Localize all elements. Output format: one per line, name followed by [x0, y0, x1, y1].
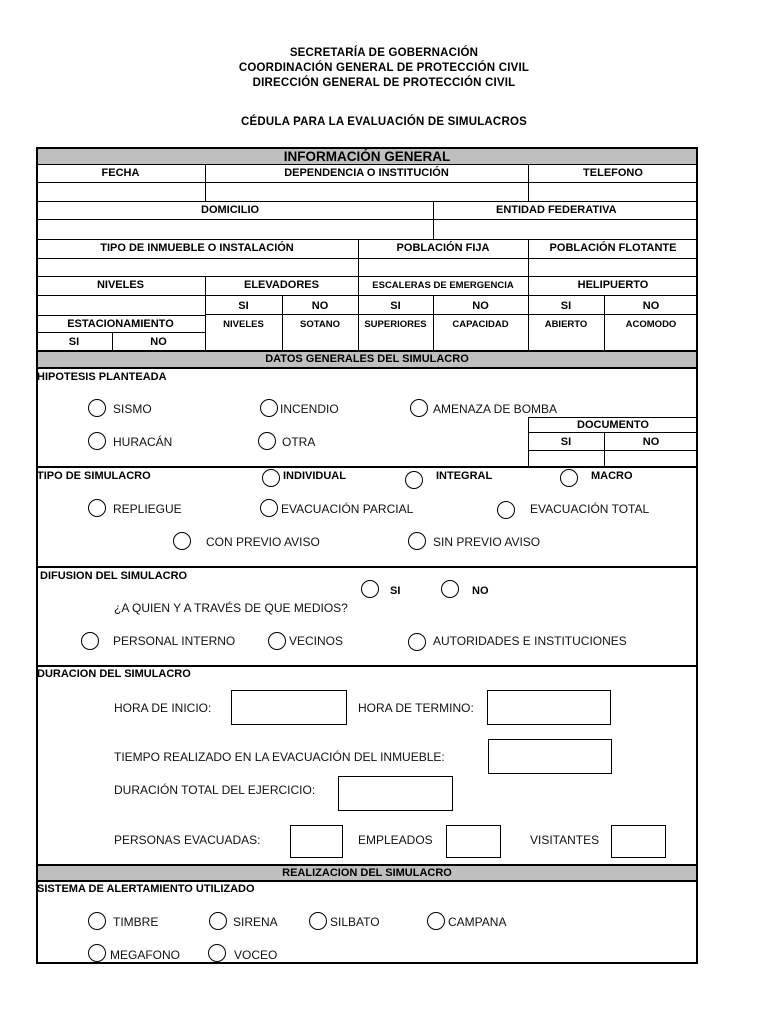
divider [36, 367, 698, 369]
divider [36, 665, 698, 667]
sismo-radio[interactable] [88, 399, 106, 417]
difusion-si-label: SI [390, 585, 401, 597]
sub-sotano: SOTANO [300, 319, 340, 330]
incendio-label: INCENDIO [280, 402, 339, 416]
vecinos-label: VECINOS [289, 634, 344, 648]
tiempo-input[interactable] [488, 739, 612, 774]
divider [36, 315, 205, 316]
divider [528, 417, 698, 418]
otra-label: OTRA [282, 435, 316, 449]
megafono-radio[interactable] [88, 944, 106, 962]
escaleras-label: ESCALERAS DE EMERGENCIA [372, 280, 514, 291]
quien-label: ¿A QUIEN Y A TRAVÉS DE QUE MEDIOS? [114, 601, 348, 615]
visitantes-input[interactable] [611, 825, 666, 858]
empleados-label: EMPLEADOS [358, 833, 433, 847]
elevadores-no: NO [311, 300, 329, 312]
individual-radio[interactable] [262, 469, 280, 487]
evac-parcial-label: EVACUACIÓN PARCIAL [281, 502, 414, 516]
sub-superiores: SUPERIORES [364, 319, 427, 330]
silbato-label: SILBATO [330, 915, 380, 929]
sistema-label: SISTEMA DE ALERTAMIENTO UTILIZADO [37, 883, 255, 895]
voceo-label: VOCEO [234, 948, 278, 962]
entidad-label: ENTIDAD FEDERATIVA [496, 204, 617, 216]
telefono-label: TELEFONO [583, 167, 643, 179]
silbato-radio[interactable] [309, 912, 327, 930]
integral-radio[interactable] [405, 471, 423, 489]
vecinos-radio[interactable] [268, 632, 286, 650]
repliegue-label: REPLIEGUE [113, 502, 182, 516]
sub-abierto: ABIERTO [544, 319, 588, 330]
difusion-label: DIFUSION DEL SIMULACRO [40, 570, 188, 582]
helipuerto-label: HELIPUERTO [577, 279, 649, 291]
divider [36, 350, 698, 352]
estacionamiento-label: ESTACIONAMIENTO [67, 318, 174, 330]
evac-parcial-radio[interactable] [260, 499, 278, 517]
divider [528, 432, 698, 433]
con-previo-radio[interactable] [173, 532, 191, 550]
hora-termino-label: HORA DE TERMINO: [358, 701, 474, 715]
integral-label: INTEGRAL [436, 470, 493, 482]
amenaza-label: AMENAZA DE BOMBA [433, 402, 558, 416]
duracion-label: DURACION DEL SIMULACRO [37, 668, 191, 680]
divider [36, 864, 698, 866]
divider [36, 239, 698, 240]
elevadores-label: ELEVADORES [244, 279, 319, 291]
personal-label: PERSONAL INTERNO [113, 634, 236, 648]
sin-previo-radio[interactable] [408, 532, 426, 550]
datos-generales-title: DATOS GENERALES DEL SIMULACRO [265, 353, 469, 365]
timbre-label: TIMBRE [113, 915, 159, 929]
huracan-radio[interactable] [88, 432, 106, 450]
timbre-radio[interactable] [88, 912, 106, 930]
form-title: CÉDULA PARA LA EVALUACIÓN DE SIMULACROS [241, 116, 527, 128]
estacionamiento-si: SI [68, 336, 80, 348]
tipo-inmueble-label: TIPO DE INMUEBLE O INSTALACIÓN [100, 242, 294, 254]
sin-previo-label: SIN PREVIO AVISO [433, 535, 541, 549]
documento-no: NO [642, 436, 660, 448]
info-general-title: INFORMACIÓN GENERAL [283, 149, 451, 164]
poblacion-fija-label: POBLACIÓN FIJA [396, 242, 490, 254]
evac-total-radio[interactable] [497, 501, 515, 519]
realizacion-title: REALIZACION DEL SIMULACRO [282, 867, 452, 879]
tipo-simulacro-label: TIPO DE SIMULACRO [37, 470, 151, 482]
individual-label: INDIVIDUAL [283, 470, 346, 482]
divider [36, 880, 698, 882]
poblacion-flotante-label: POBLACIÓN FLOTANTE [549, 242, 677, 254]
niveles-label: NIVELES [96, 279, 145, 291]
macro-radio[interactable] [560, 469, 578, 487]
personal-radio[interactable] [81, 632, 99, 650]
elevadores-si: SI [238, 300, 249, 312]
divider [36, 164, 698, 165]
escaleras-si: SI [390, 300, 401, 312]
dependencia-label: DEPENDENCIA O INSTITUCIÓN [284, 167, 449, 179]
estacionamiento-no: NO [150, 336, 167, 348]
personas-label: PERSONAS EVACUADAS: [114, 833, 261, 847]
incendio-radio[interactable] [260, 399, 278, 417]
header-line-1: SECRETARÍA DE GOBERNACIÓN [289, 47, 479, 59]
helipuerto-si: SI [560, 300, 572, 312]
divider [36, 295, 698, 296]
repliegue-radio[interactable] [88, 499, 106, 517]
amenaza-radio[interactable] [410, 399, 428, 417]
empleados-input[interactable] [446, 825, 501, 858]
header-line-2: COORDINACIÓN GENERAL DE PROTECCIÓN CIVIL [238, 62, 530, 74]
sismo-label: SISMO [113, 402, 152, 416]
campana-radio[interactable] [427, 912, 445, 930]
escaleras-no: NO [472, 300, 489, 312]
divider [36, 466, 698, 468]
hipotesis-label: HIPOTESIS PLANTEADA [37, 371, 167, 383]
divider [36, 219, 698, 220]
sub-niveles: NIVELES [223, 319, 264, 330]
domicilio-label: DOMICILIO [201, 204, 260, 216]
divider [36, 566, 698, 568]
duracion-total-label: DURACIÓN TOTAL DEL EJERCICIO: [114, 783, 316, 797]
macro-label: MACRO [591, 470, 633, 482]
sirena-radio[interactable] [209, 912, 227, 930]
divider [205, 314, 698, 315]
megafono-label: MEGAFONO [110, 948, 181, 962]
sub-capacidad: CAPACIDAD [452, 319, 509, 330]
documento-si: SI [560, 436, 572, 448]
con-previo-label: CON PREVIO AVISO [206, 535, 320, 549]
difusion-no-label: NO [472, 585, 489, 597]
helipuerto-no: NO [642, 300, 660, 312]
hora-inicio-label: HORA DE INICIO: [114, 701, 212, 715]
tiempo-label: TIEMPO REALIZADO EN LA EVACUACIÓN DEL INMUEBLE: [114, 750, 445, 764]
autoridades-radio[interactable] [408, 633, 426, 651]
personas-input[interactable] [290, 825, 343, 858]
divider [36, 201, 698, 202]
header-line-3: DIRECCIÓN GENERAL DE PROTECCIÓN CIVIL [252, 77, 516, 89]
divider [433, 201, 434, 239]
hora-inicio-input[interactable] [231, 690, 347, 725]
divider [36, 182, 698, 183]
sub-acomodo: ACOMODO [625, 319, 677, 330]
fecha-label: FECHA [101, 167, 140, 179]
divider [36, 276, 698, 277]
sirena-label: SIRENA [233, 915, 278, 929]
divider [36, 258, 698, 259]
otra-radio[interactable] [258, 432, 276, 450]
autoridades-label: AUTORIDADES E INSTITUCIONES [433, 634, 627, 648]
visitantes-label: VISITANTES [530, 833, 600, 847]
divider [528, 450, 698, 451]
divider [36, 332, 205, 333]
campana-label: CAMPANA [448, 915, 507, 929]
evac-total-label: EVACUACIÓN TOTAL [530, 502, 650, 516]
duracion-total-input[interactable] [338, 776, 453, 811]
difusion-no-radio[interactable] [441, 580, 459, 598]
hora-termino-input[interactable] [487, 690, 611, 725]
huracan-label: HURACÁN [113, 435, 173, 449]
voceo-radio[interactable] [208, 944, 226, 962]
difusion-si-radio[interactable] [361, 580, 379, 598]
documento-label: DOCUMENTO [577, 419, 649, 431]
